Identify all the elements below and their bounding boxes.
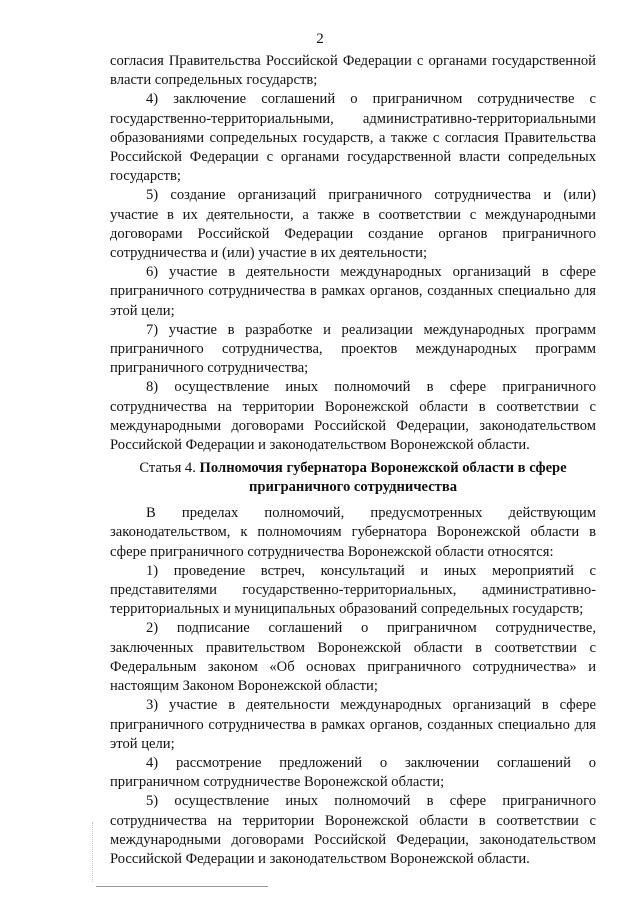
list-item: 4) рассмотрение предложений о заключении соглашений о приграничном сотрудничестве Воронежской области; — [110, 754, 596, 791]
list-item: 3) участие в деятельности международных организаций в сфере приграничного сотрудничества в рамках органов, созданных специально для этой цели; — [110, 697, 596, 752]
list-item: 7) участие в разработке и реализации международных программ приграничного сотрудничества, проектов международных программ приграничного сотрудничества; — [110, 321, 596, 377]
list-item: 5) осуществление иных полномочий в сфере приграничного сотрудничества на территории Воронежской области в соответствии с международными договорами Российской Федерации, законодательством Российской Федерации и законодательством Воронежской области. — [110, 793, 596, 867]
article-number: Статья 4. — [139, 460, 196, 477]
list-item: 8) осуществление иных полномочий в сфере приграничного сотрудничества на территории Воронежской области в соответствии с международными договорами Российской Федерации, законодательством Российской Федерации и законодательством Воронежской области. — [110, 379, 596, 454]
page-number: 2 — [316, 31, 324, 47]
footer-rule — [96, 886, 268, 887]
list-item: 5) создание организаций приграничного сотрудничества и (или) участие в их деятельности, а также в соответствии с международными договорами Российской Федерации создание органов приграничного сотрудничества и (или) участие в их деятельности; — [110, 187, 596, 262]
list-item: 4) заключение соглашений о приграничном сотрудничестве с государственно-территориальными, административно-территориальными образованиями сопредельных государств, а также с согласия Правительства Российской Федерации с органами государственной власти сопредельных государств; — [110, 91, 596, 185]
margin-mark — [92, 822, 95, 882]
article-title: Полномочия губернатора Воронежской области в сфере приграничного сотрудничества — [199, 460, 567, 495]
list-item: 6) участие в деятельности международных организаций в сфере приграничного сотрудничества в рамках органов, созданных специально для этой цели; — [110, 264, 596, 319]
continuation-paragraph: согласия Правительства Российской Федерации с органами государственной власти сопредельных государств; — [110, 53, 596, 89]
document-body — [110, 52, 596, 869]
list-item: 2) подписание соглашений о приграничном сотрудничестве, заключенных правительством Воронежской области в соответствии с Федеральным законом «Об основах приграничного сотрудничества» и настоящим Законом Воронежской области; — [110, 620, 596, 695]
list-item: 1) проведение встреч, консультаций и иных мероприятий с представителями государственно-территориальных, административно-территориальных и муниципальных образований сопредельных государств; — [110, 562, 596, 618]
article-heading — [110, 459, 596, 496]
article-intro: В пределах полномочий, предусмотренных действующим законодательством, к полномочиям губернатора Воронежской области в сфере приграничного сотрудничества Воронежской области относятся: — [110, 505, 596, 560]
